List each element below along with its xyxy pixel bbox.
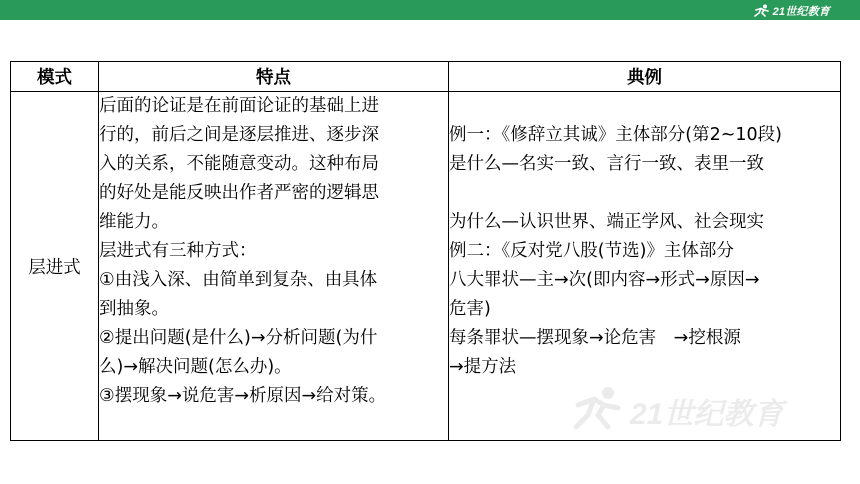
example-line: 例一：《修辞立其诚》主体部分(第2~10段) <box>449 125 782 145</box>
feature-line: 的好处是能反映出作者严密的逻辑思 <box>99 183 379 203</box>
watermark <box>570 385 840 435</box>
watermark-text: 21世纪教育 <box>630 398 784 431</box>
example-line: 八大罪状—主→次(即内容→形式→原因→ <box>449 270 760 290</box>
header-feature: 特点 <box>99 62 449 92</box>
example-line: 是什么—名实一致、言行一致、表里一致 <box>449 154 764 174</box>
feature-line: 入的关系，不能随意变动。这种布局 <box>99 154 379 174</box>
feature-line: 到抽象。 <box>99 299 169 319</box>
header-mode: 模式 <box>11 62 99 92</box>
feature-line: 行的，前后之间是逐层推进、逐步深 <box>99 125 379 145</box>
example-spacer <box>449 179 840 208</box>
runner-icon <box>753 4 771 18</box>
table-header-row <box>11 62 841 92</box>
runner-watermark-icon <box>570 385 626 431</box>
mode-cell: 层进式 <box>11 92 99 441</box>
example-line: 为什么—认识世界、端正学风、社会现实 <box>449 212 764 232</box>
example-line: 例二：《反对党八股(节选)》主体部分 <box>449 241 734 261</box>
feature-line: 维能力。 <box>99 212 169 232</box>
brand-name: 21世纪教育 <box>772 5 830 18</box>
example-line: →提方法 <box>449 357 517 377</box>
feature-line: 后面的论证是在前面论证的基础上进 <box>99 96 379 116</box>
structure-table <box>10 61 841 441</box>
feature-line: ②提出问题(是什么)→分析问题(为什 <box>99 328 378 348</box>
example-line: 危害) <box>449 299 491 319</box>
feature-line: ③摆现象→说危害→析原因→给对策。 <box>99 386 387 406</box>
top-banner <box>0 0 860 20</box>
feature-line: 么)→解决问题(怎么办)。 <box>99 357 292 377</box>
feature-line: 层进式有三种方式： <box>99 241 257 261</box>
example-spacer <box>449 92 840 121</box>
brand-logo <box>753 3 830 18</box>
header-example: 典例 <box>449 62 841 92</box>
feature-line: ①由浅入深、由简单到复杂、由具体 <box>99 270 378 290</box>
feature-cell <box>99 92 449 441</box>
example-line: 每条罪状—摆现象→论危害 →挖根源 <box>449 328 741 348</box>
